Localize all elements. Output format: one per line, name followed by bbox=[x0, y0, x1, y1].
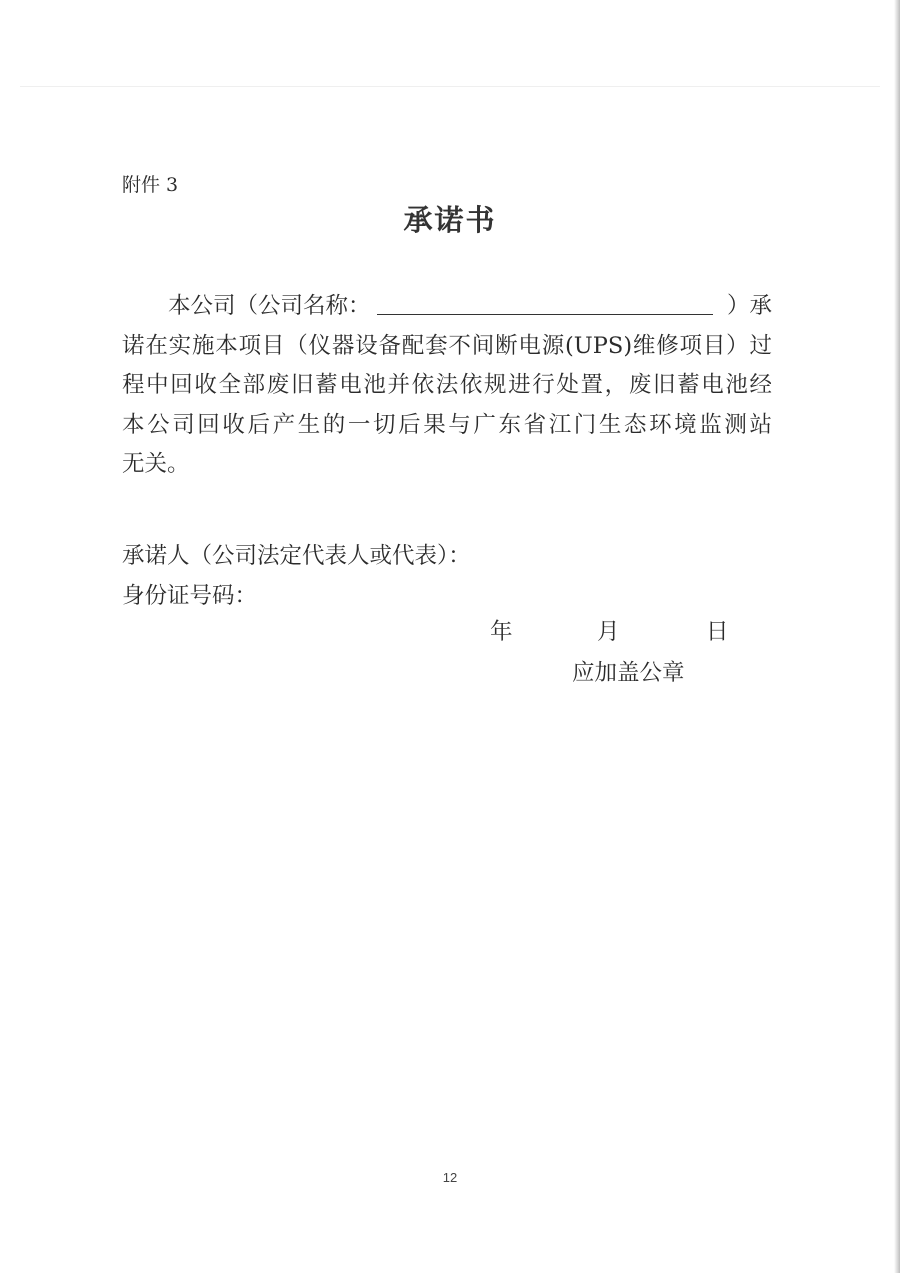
scan-artifact-line bbox=[20, 86, 880, 87]
date-month-label: 月 bbox=[597, 619, 620, 645]
scan-edge-shadow bbox=[894, 0, 900, 1273]
document-title: 承诺书 bbox=[403, 203, 497, 237]
promisor-label: 承诺人（公司法定代表人或代表）： bbox=[122, 543, 471, 569]
date-day-label: 日 bbox=[706, 619, 729, 645]
paragraph-line-3: 程中回收全部废旧蓄电池并依法依规进行处置，废旧蓄电池经 bbox=[122, 372, 772, 398]
paragraph-line-1 bbox=[122, 286, 772, 326]
paragraph-line-4: 本公司回收后产生的一切后果与广东省江门生态环境监测站 bbox=[122, 412, 772, 438]
company-name-blank[interactable] bbox=[377, 290, 713, 315]
date-year-label: 年 bbox=[490, 619, 513, 645]
seal-note: 应加盖公章 bbox=[572, 660, 685, 686]
paragraph-line-2: 诺在实施本项目（仪器设备配套不间断电源(UPS)维修项目）过 bbox=[122, 333, 772, 359]
company-name-suffix: ）承 bbox=[726, 293, 772, 319]
company-name-prefix: 本公司（公司名称： bbox=[168, 293, 371, 319]
attachment-label: 附件 3 bbox=[122, 174, 179, 196]
id-number-label: 身份证号码： bbox=[122, 583, 258, 609]
paragraph-line-5: 无关。 bbox=[122, 451, 190, 477]
page-number: 12 bbox=[442, 1170, 458, 1185]
